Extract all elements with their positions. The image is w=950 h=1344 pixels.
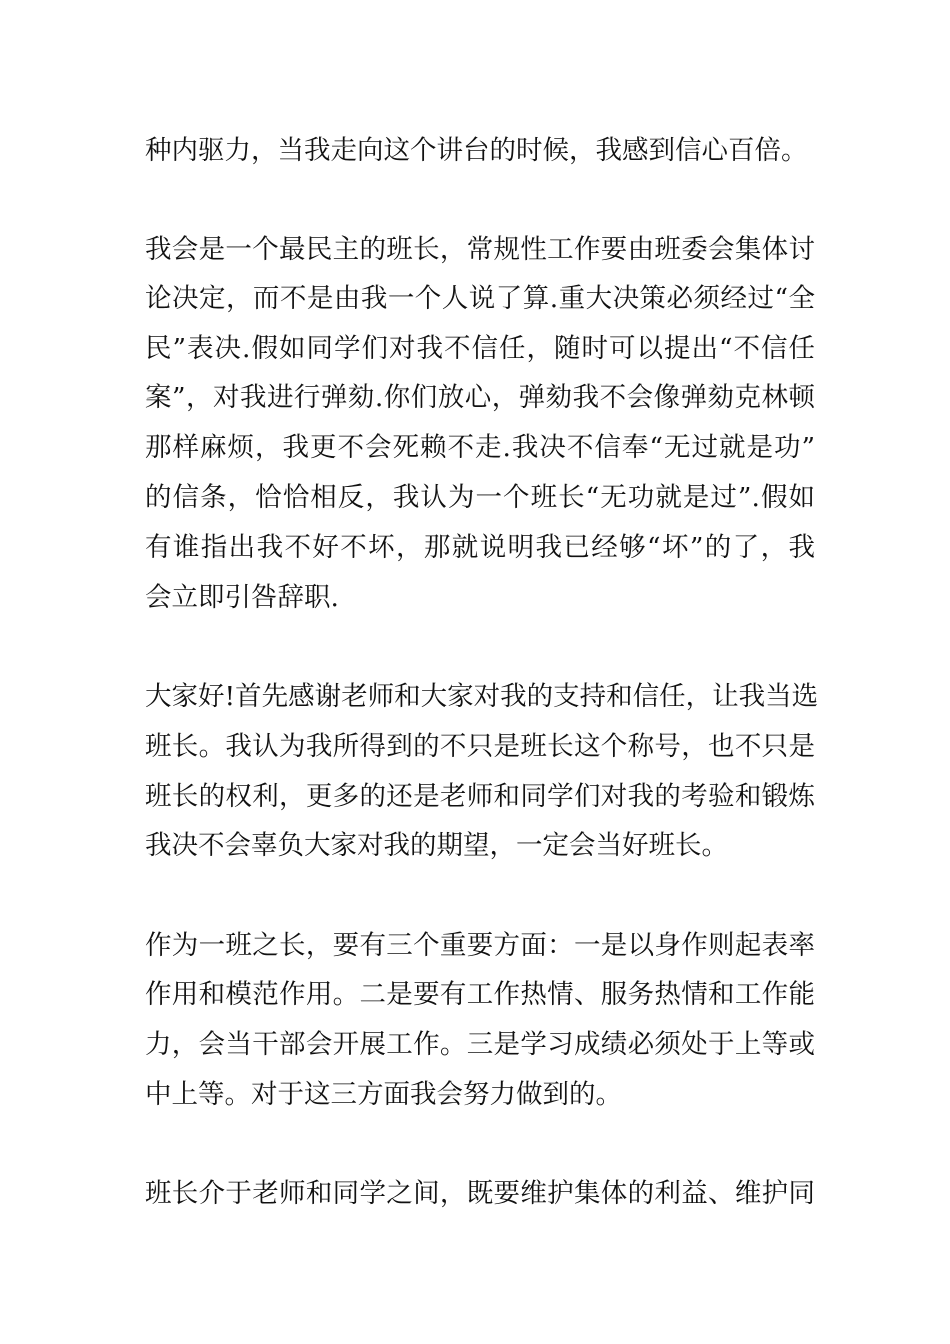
paragraph-line: 案”，对我进行弹劾.你们放心，弹劾我不会像弹劾克林顿 (145, 382, 815, 413)
paragraph-line: 论决定，而不是由我一个人说了算.重大决策必须经过“全 (145, 283, 815, 314)
paragraph-line: 我会是一个最民主的班长，常规性工作要由班委会集体讨 (145, 234, 815, 265)
paragraph-line: 作用和模范作用。二是要有工作热情、服务热情和工作能 (145, 979, 815, 1010)
paragraph-line: 班长的权利，更多的还是老师和同学们对我的考验和锻炼 (145, 781, 815, 812)
paragraph-line: 那样麻烦，我更不会死赖不走.我决不信奉“无过就是功” (145, 432, 815, 463)
paragraph-line: 大家好!首先感谢老师和大家对我的支持和信任，让我当选 (145, 681, 819, 712)
paragraph-line: 作为一班之长，要有三个重要方面：一是以身作则起表率 (145, 930, 815, 961)
paragraph-line: 力，会当干部会开展工作。三是学习成绩必须处于上等或 (145, 1029, 815, 1060)
paragraph-line: 有谁指出我不好不坏，那就说明我已经够“坏”的了，我 (145, 532, 815, 563)
paragraph-line: 我决不会辜负大家对我的期望，一定会当好班长。 (145, 830, 728, 861)
paragraph-line: 班长介于老师和同学之间，既要维护集体的利益、维护同 (145, 1178, 815, 1209)
paragraph-line: 中上等。对于这三方面我会努力做到的。 (145, 1079, 622, 1110)
paragraph-line: 种内驱力，当我走向这个讲台的时候，我感到信心百倍。 (145, 135, 808, 166)
paragraph-line: 民”表决.假如同学们对我不信任，随时可以提出“不信任 (145, 333, 815, 364)
paragraph-line: 的信条，恰恰相反，我认为一个班长“无功就是过”.假如 (145, 482, 815, 513)
paragraph-line: 班长。我认为我所得到的不只是班长这个称号，也不只是 (145, 731, 815, 762)
paragraph-line: 会立即引咎辞职. (145, 582, 339, 613)
